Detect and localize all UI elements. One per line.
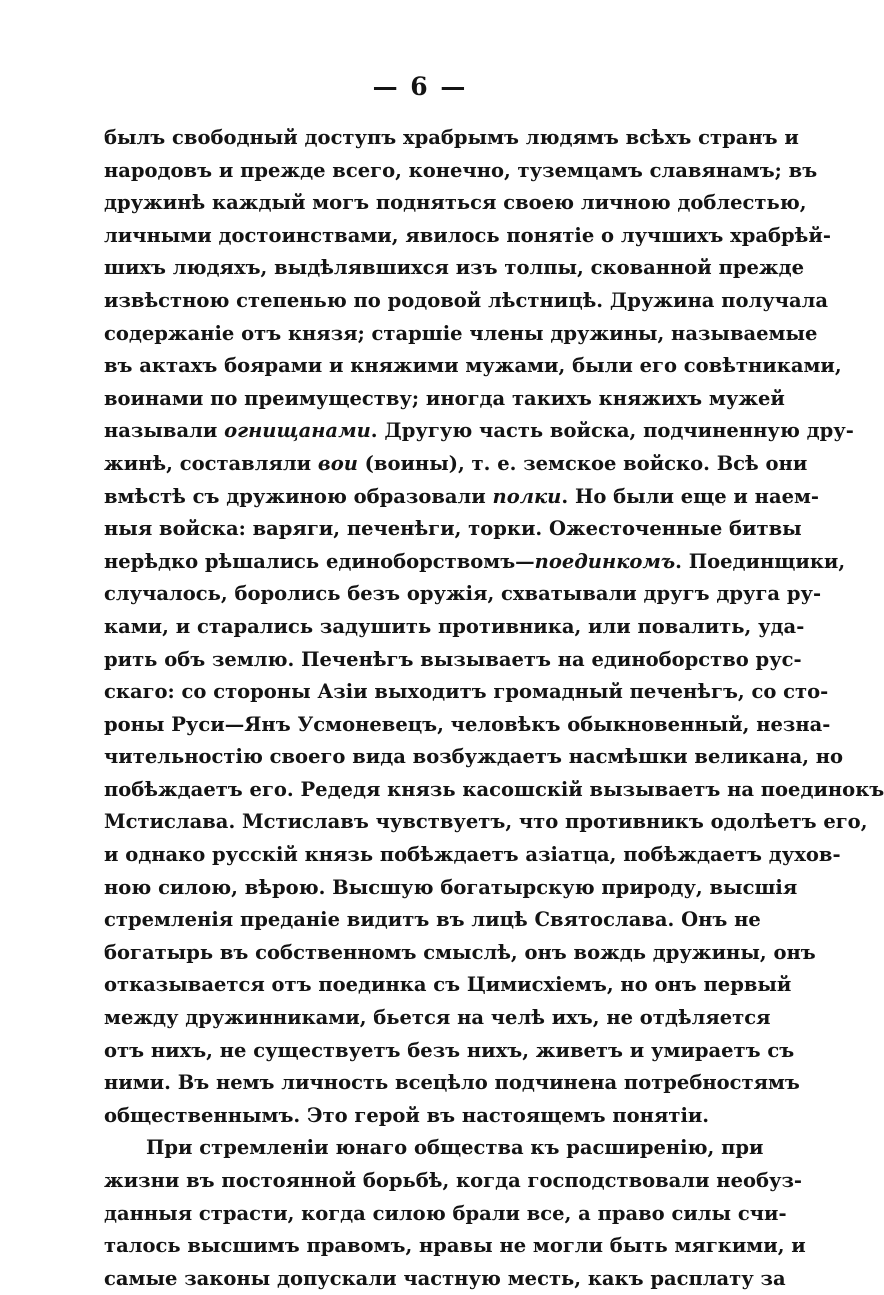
page-number: — 6 — [372, 72, 468, 101]
text-line [104, 806, 868, 839]
text-segment: личными достоинствами, явилось понятіе о лучшихъ храбрѣй- [104, 223, 831, 247]
text-line [104, 1132, 764, 1165]
text-segment: . Но были еще и наем- [561, 484, 820, 508]
text-segment: Мстислава. Мстиславъ чувствуетъ, что противникъ одолѣетъ его, [104, 810, 868, 834]
text-segment: случалось, боролись безъ оружія, схватывали другъ друга ру- [104, 582, 822, 606]
text-line [104, 252, 804, 285]
text-segment: . Другую часть войска, подчиненную дру- [370, 419, 854, 443]
text-segment: ныя войска: варяги, печенѣги, торки. Ожесточенные битвы [104, 517, 802, 541]
italic-term: огнищанами [224, 419, 371, 443]
text-line [104, 741, 844, 774]
text-segment: чительностію своего вида возбуждаетъ насмѣшки великана, но [104, 745, 844, 769]
text-line [104, 187, 807, 220]
text-line [104, 969, 792, 1002]
text-line [104, 1165, 803, 1198]
text-line [104, 285, 828, 318]
text-line [104, 904, 761, 937]
text-line [104, 448, 808, 481]
text-line [104, 513, 802, 546]
text-segment: отъ нихъ, не существуетъ безъ нихъ, живетъ и умираетъ съ [104, 1038, 795, 1062]
text-line [104, 1230, 806, 1263]
text-segment: талось высшимъ правомъ, нравы не могли быть мягкими, и [104, 1234, 806, 1258]
text-line [104, 578, 822, 611]
text-line [104, 1067, 800, 1100]
text-segment: народовъ и прежде всего, конечно, туземцамъ славянамъ; въ [104, 158, 818, 182]
text-segment: (воины), т. е. земское войско. Всѣ они [357, 451, 808, 475]
text-line [104, 644, 802, 677]
text-segment: въ актахъ боярами и княжими мужами, были его совѣтниками, [104, 354, 842, 378]
text-line [104, 1035, 795, 1068]
text-line [104, 1100, 740, 1133]
text-line [104, 1002, 771, 1035]
text-line [104, 676, 829, 709]
text-segment: рить объ землю. Печенѣгъ вызываетъ на единоборство рус- [104, 647, 802, 671]
text-line [104, 546, 846, 579]
text-segment: жизни въ постоянной борьбѣ, когда господствовали необуз- [104, 1169, 803, 1192]
text-line [104, 709, 831, 742]
paragraph [104, 1132, 806, 1295]
italic-term: вои [317, 451, 358, 475]
paragraph [104, 122, 884, 1132]
text-line [104, 415, 854, 448]
text-line [104, 318, 818, 351]
text-line [104, 350, 842, 383]
text-line [104, 383, 785, 416]
text-line [104, 774, 884, 807]
text-segment: побѣждаетъ его. Редедя князь касошскій вызываетъ на поединокъ [104, 777, 884, 801]
text-segment: ними. Въ немъ личность всецѣло подчинена потребностямъ [104, 1071, 800, 1095]
text-segment: извѣстною степенью по родовой лѣстницѣ. Дружина получала [104, 288, 828, 312]
text-segment: данныя страсти, когда силою брали все, а право силы счи- [104, 1201, 787, 1225]
text-segment: стремленія преданіе видитъ въ лицѣ Святослава. Онъ не [104, 908, 761, 932]
text-segment: содержаніе отъ князя; старшіе члены дружины, называемые [104, 321, 818, 345]
text-segment: скаго: со стороны Азіи выходитъ громадный печенѣгъ, со сто- [104, 680, 829, 704]
text-segment: и однако русскій князь побѣждаетъ азіатца, побѣждаетъ духов- [104, 843, 841, 867]
italic-term: полки [492, 484, 562, 508]
text-segment: былъ свободный доступъ храбрымъ людямъ всѣхъ странъ и [104, 126, 799, 149]
text-line [104, 937, 816, 970]
text-line [104, 122, 799, 155]
italic-term: поединкомъ [534, 549, 676, 573]
text-line [104, 155, 818, 188]
text-line [104, 872, 798, 905]
text-segment: жинѣ, составляли [104, 451, 318, 475]
text-line [104, 839, 841, 872]
text-segment: роны Руси—Янъ Усмоневецъ, человѣкъ обыкновенный, незна- [104, 712, 831, 736]
text-segment: При стремленіи юнаго общества къ расширенію, при [146, 1136, 764, 1160]
text-segment: . Поединщики, [675, 549, 846, 573]
text-segment: нерѣдко рѣшались единоборствомъ— [104, 549, 535, 573]
text-line [104, 1198, 787, 1231]
text-segment: богатырь въ собственномъ смыслѣ, онъ вождь дружины, онъ [104, 940, 816, 964]
text-segment: шихъ людяхъ, выдѣлявшихся изъ толпы, скованной прежде [104, 256, 804, 280]
body-text [104, 122, 884, 1295]
text-segment: ною силою, вѣрою. Высшую богатырскую природу, высшія [104, 875, 798, 899]
text-segment: называли [104, 419, 225, 443]
text-segment: самые законы допускали частную месть, какъ расплату за [104, 1266, 786, 1290]
text-segment: между дружинниками, бьется на челѣ ихъ, не отдѣляется [104, 1006, 771, 1030]
text-segment: ками, и старались задушить противника, или повалить, уда- [104, 614, 805, 638]
text-segment: дружинѣ каждый могъ подняться своею личною доблестью, [104, 191, 807, 215]
text-segment: вмѣстѣ съ дружиною образовали [104, 484, 493, 508]
text-line [104, 611, 805, 644]
text-segment: воинами по преимуществу; иногда такихъ княжихъ мужей [104, 386, 785, 410]
text-segment: общественнымъ. Это герой въ настоящемъ понятіи. [104, 1103, 710, 1127]
text-line [104, 1263, 786, 1295]
text-line [104, 481, 820, 514]
text-segment: отказывается отъ поединка съ Цимисхіемъ, но онъ первый [104, 973, 792, 997]
text-line [104, 220, 831, 253]
